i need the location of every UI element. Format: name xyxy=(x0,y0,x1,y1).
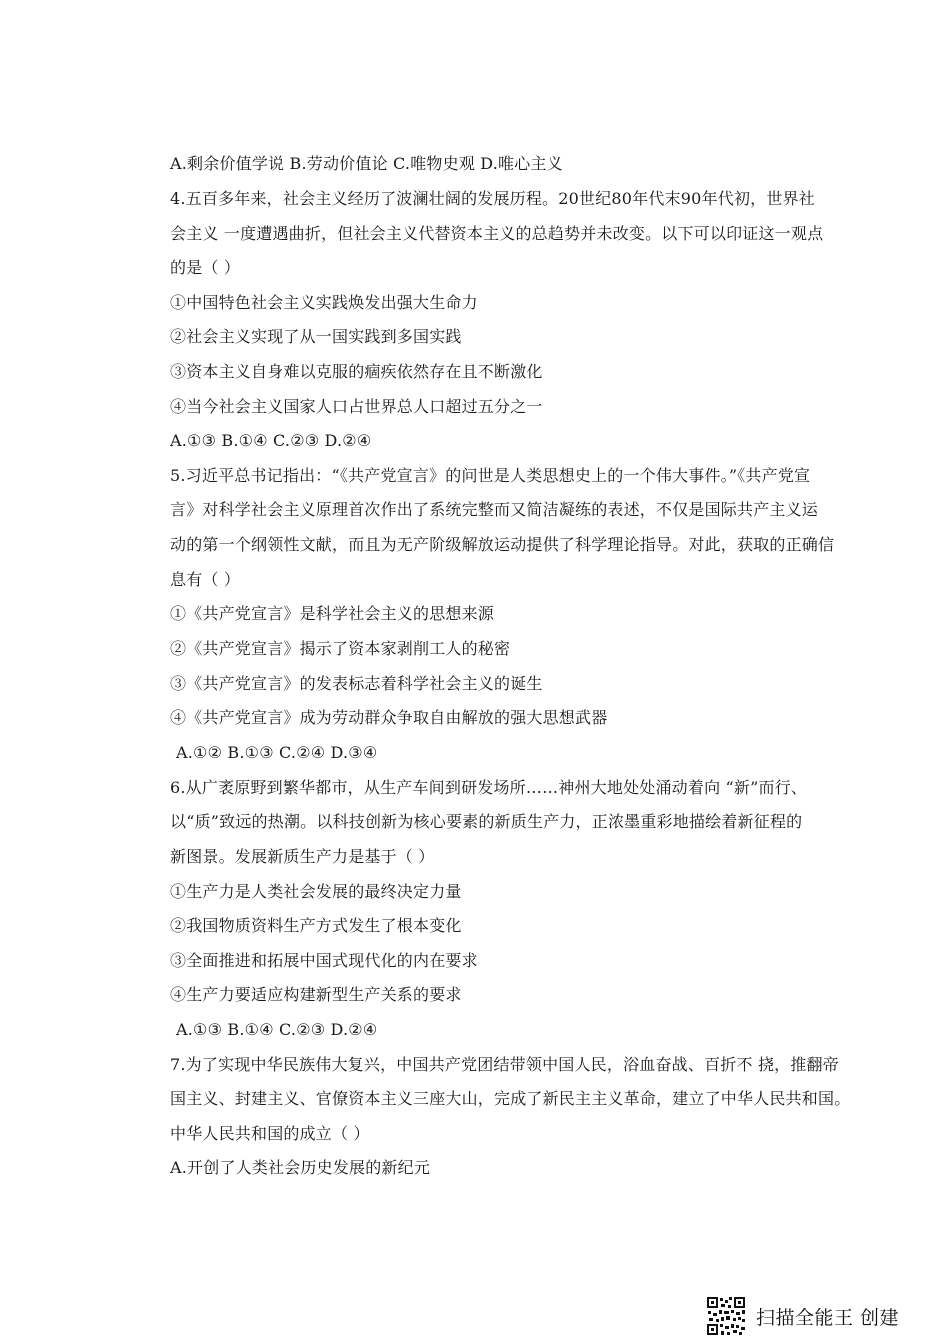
q5-options: A.①② B.①③ C.②④ D.③④ xyxy=(176,743,378,762)
q3-options: A.剩余价值学说 B.劳动价值论 C.唯物史观 D.唯心主义 xyxy=(170,154,563,173)
q6-statement-3: ③全面推进和拓展中国式现代化的内在要求 xyxy=(170,951,478,970)
q5-statement-1: ①《共产党宣言》是科学社会主义的思想来源 xyxy=(170,604,495,623)
q6-statement-2: ②我国物质资料生产方式发生了根本变化 xyxy=(170,916,462,935)
q5-stem-line-2: 言》对科学社会主义原理首次作出了系统完整而又简洁凝练的表述，不仅是国际共产主义运 xyxy=(170,500,819,519)
q6-stem-line-1: 6.从广袤原野到繁华都市，从生产车间到研发场所……神州大地处处涌动着向 “新”而行、 xyxy=(170,778,808,797)
q5-statement-2: ②《共产党宣言》揭示了资本家剥削工人的秘密 xyxy=(170,639,511,658)
q7-stem-line-2: 国主义、封建主义、官僚资本主义三座大山，完成了新民主主义革命，建立了中华人民共和国。 xyxy=(170,1089,851,1108)
q7-stem-line-3: 中华人民共和国的成立（ ） xyxy=(170,1124,370,1143)
q4-stem-line-2: 会主义 一度遭遇曲折，但社会主义代替资本主义的总趋势并未改变。以下可以印证这一观点 xyxy=(170,224,824,243)
q4-statement-4: ④当今社会主义国家人口占世界总人口超过五分之一 xyxy=(170,397,543,416)
q5-stem-line-3: 动的第一个纲领性文献，而且为无产阶级解放运动提供了科学理论指导。对此，获取的正确信 xyxy=(170,535,835,554)
q5-statement-3: ③《共产党宣言》的发表标志着科学社会主义的诞生 xyxy=(170,674,543,693)
q6-statement-4: ④生产力要适应构建新型生产关系的要求 xyxy=(170,985,462,1004)
q7-option-a: A.开创了人类社会历史发展的新纪元 xyxy=(170,1158,431,1177)
q4-statement-1: ①中国特色社会主义实践焕发出强大生命力 xyxy=(170,293,478,312)
q6-statement-1: ①生产力是人类社会发展的最终决定力量 xyxy=(170,882,462,901)
q4-options: A.①③ B.①④ C.②③ D.②④ xyxy=(170,431,372,450)
scanner-brand-text: 扫描全能王 创建 xyxy=(756,1306,900,1329)
scanner-watermark xyxy=(706,1296,899,1336)
q4-stem-line-1: 4.五百多年来，社会主义经历了波澜壮阔的发展历程。20世纪80年代末90年代初，世界社 xyxy=(170,189,815,208)
q5-statement-4: ④《共产党宣言》成为劳动群众争取自由解放的强大思想武器 xyxy=(170,708,608,727)
q5-stem-line-4: 息有（ ） xyxy=(170,570,241,589)
q4-stem-line-3: 的是（ ） xyxy=(170,258,241,277)
q4-statement-3: ③资本主义自身难以克服的痼疾依然存在且不断激化 xyxy=(170,362,543,381)
q6-options: A.①③ B.①④ C.②③ D.②④ xyxy=(176,1020,378,1039)
q6-stem-line-2: 以“质”致远的热潮。以科技创新为核心要素的新质生产力，正浓墨重彩地描绘着新征程的 xyxy=(170,812,803,831)
q5-stem-line-1: 5.习近平总书记指出：“《共产党宣言》的问世是人类思想史上的一个伟大事件。”《共产党宣 xyxy=(170,466,811,485)
q4-statement-2: ②社会主义实现了从一国实践到多国实践 xyxy=(170,327,462,346)
q6-stem-line-3: 新图景。发展新质生产力是基于（ ） xyxy=(170,847,435,866)
q7-stem-line-1: 7.为了实现中华民族伟大复兴，中国共产党团结带领中国人民，浴血奋战、百折不 挠，推翻帝 xyxy=(170,1055,839,1074)
qr-code-icon xyxy=(706,1296,746,1336)
